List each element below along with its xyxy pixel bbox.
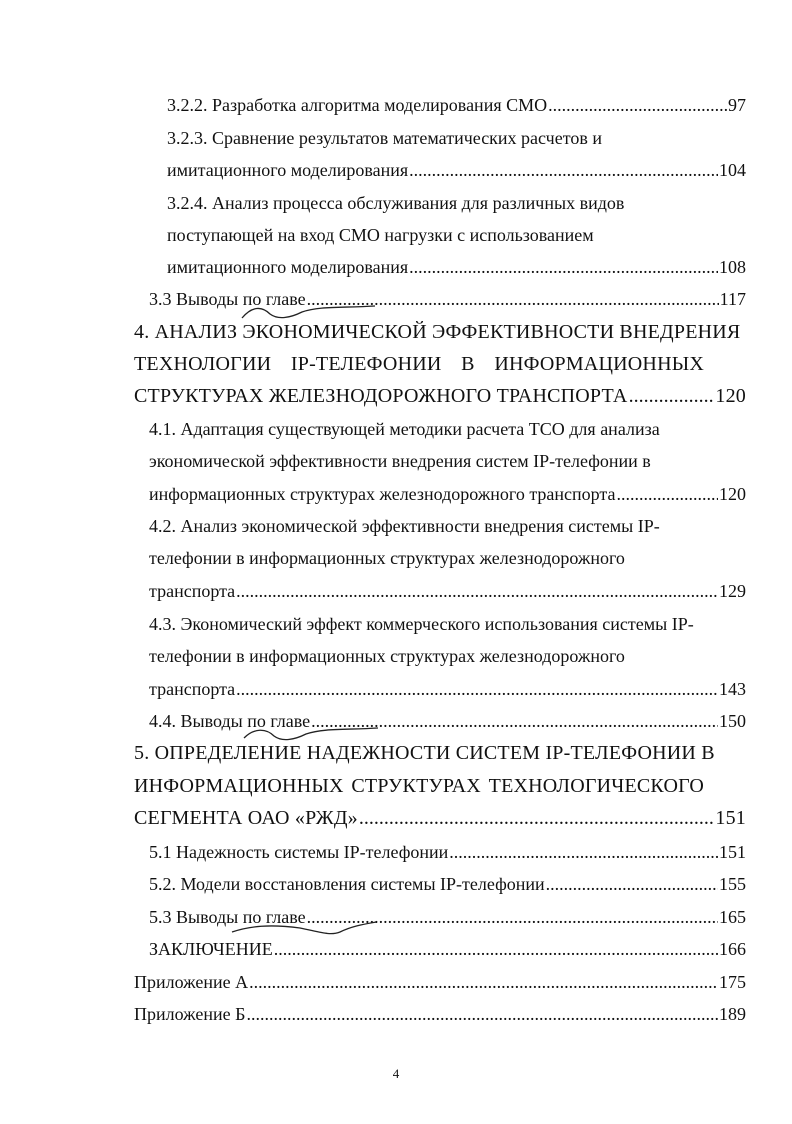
toc-entry-4-2-line-3[interactable]	[149, 580, 746, 602]
toc-entry-appendix-b[interactable]	[134, 1003, 746, 1025]
toc-entry-4-1-line-3[interactable]	[149, 483, 746, 505]
toc-page-number: 166	[719, 939, 746, 959]
toc-page-number: 117	[719, 289, 746, 309]
toc-page-number: 120	[715, 385, 746, 407]
toc-entry-3-2-3-line-1[interactable]	[167, 127, 602, 149]
toc-entry-4-2-line-2[interactable]	[149, 547, 625, 569]
toc-entry-label: имитационного моделирования	[167, 160, 409, 180]
leader-dots	[236, 678, 718, 700]
toc-page-number: 104	[719, 160, 746, 180]
toc-entry-3-2-2[interactable]	[167, 94, 746, 116]
toc-entry-4-3-line-2[interactable]	[149, 645, 625, 667]
toc-page-number: 108	[719, 257, 746, 277]
leader-dots	[548, 94, 727, 116]
toc-page-number: 150	[719, 711, 746, 731]
toc-entry-label: транспорта	[149, 679, 236, 699]
toc-entry-label: 5.1 Надежность системы IP-телефонии	[149, 842, 449, 862]
toc-entry-5-3[interactable]	[149, 906, 746, 928]
leader-dots	[246, 1003, 718, 1025]
leader-dots	[449, 841, 718, 863]
toc-page-number: 175	[719, 972, 746, 992]
leader-dots	[409, 159, 718, 181]
toc-entry-label: 5.3 Выводы по главе	[149, 907, 306, 927]
toc-entry-appendix-a[interactable]	[134, 971, 746, 993]
toc-entry-label: поступающей на вход СМО нагрузки с использованием	[167, 225, 594, 245]
toc-entry-label: транспорта	[149, 581, 236, 601]
toc-entry-label: 3.3 Выводы по главе	[149, 289, 306, 309]
toc-entry-label: экономической эффективности внедрения систем IP-телефонии в	[149, 451, 651, 471]
toc-entry-3-2-3-line-2[interactable]	[167, 159, 746, 181]
toc-page-number: 165	[719, 907, 746, 927]
toc-chapter-5-line-1[interactable]	[134, 742, 715, 764]
toc-entry-3-2-4-line-1[interactable]	[167, 192, 624, 214]
chapter-title: 5. ОПРЕДЕЛЕНИЕ НАДЕЖНОСТИ СИСТЕМ IP-ТЕЛЕФОНИИ В	[134, 742, 715, 764]
toc-entry-label: 4.1. Адаптация существующей методики расчета TCO для анализа	[149, 419, 660, 439]
leader-dots	[546, 873, 718, 895]
chapter-title: СТРУКТУРАХ ЖЕЛЕЗНОДОРОЖНОГО ТРАНСПОРТА	[134, 385, 628, 407]
toc-entry-4-1-line-2[interactable]	[149, 450, 651, 472]
toc-entry-4-1-line-1[interactable]	[149, 418, 660, 440]
toc-page-number: 143	[719, 679, 746, 699]
toc-entry-label: Приложение Б	[134, 1004, 246, 1024]
toc-entry-3-2-4-line-3[interactable]	[167, 256, 746, 278]
toc-page-number: 155	[719, 874, 746, 894]
toc-page-number: 151	[715, 807, 746, 829]
toc-entry-label: 4.3. Экономический эффект коммерческого использования системы IP-	[149, 614, 694, 634]
leader-dots	[307, 288, 719, 310]
toc-page-number: 129	[719, 581, 746, 601]
toc-page-number: 120	[719, 484, 746, 504]
chapter-title: 4. АНАЛИЗ ЭКОНОМИЧЕСКОЙ ЭФФЕКТИВНОСТИ ВНЕДРЕНИЯ	[134, 321, 741, 343]
leader-dots	[249, 971, 718, 993]
page-number: 4	[392, 1066, 400, 1081]
leader-dots	[236, 580, 718, 602]
toc-entry-label: 4.2. Анализ экономической эффективности внедрения системы IP-	[149, 516, 660, 536]
toc-entry-4-3-line-3[interactable]	[149, 678, 746, 700]
toc-entry-4-4[interactable]	[149, 710, 746, 732]
toc-entry-4-3-line-1[interactable]	[149, 613, 694, 635]
leader-dots	[629, 385, 715, 407]
toc-entry-label: имитационного моделирования	[167, 257, 409, 277]
leader-dots	[311, 710, 718, 732]
chapter-title: ТЕХНОЛОГИИ IP-ТЕЛЕФОНИИ В ИНФОРМАЦИОННЫХ	[134, 353, 704, 375]
toc-entry-3-2-4-line-2[interactable]	[167, 224, 594, 246]
toc-chapter-4-line-1[interactable]	[134, 321, 741, 343]
toc-entry-label: 3.2.3. Сравнение результатов математических расчетов и	[167, 128, 602, 148]
toc-page-number: 151	[719, 842, 746, 862]
leader-dots	[409, 256, 718, 278]
toc-entry-label: 3.2.4. Анализ процесса обслуживания для различных видов	[167, 193, 625, 213]
toc-page-number: 189	[719, 1004, 746, 1024]
toc-page-number: 97	[728, 95, 746, 115]
toc-entry-label: 3.2.2. Разработка алгоритма моделирования СМО	[167, 95, 548, 115]
toc-entry-5-1[interactable]	[149, 841, 746, 863]
toc-chapter-5-line-2[interactable]	[134, 775, 704, 797]
toc-entry-label: 4.4. Выводы по главе	[149, 711, 311, 731]
toc-entry-4-2-line-1[interactable]	[149, 515, 660, 537]
toc-entry-5-2[interactable]	[149, 873, 746, 895]
toc-chapter-5-line-3[interactable]	[134, 807, 746, 829]
toc-entry-label: информационных структурах железнодорожного транспорта	[149, 484, 616, 504]
chapter-title: ИНФОРМАЦИОННЫХ СТРУКТУРАХ ТЕХНОЛОГИЧЕСКОГО	[134, 775, 704, 797]
toc-entry-label: телефонии в информационных структурах железнодорожного	[149, 646, 625, 666]
toc-entry-3-3[interactable]	[149, 288, 746, 310]
toc-entry-label: Приложение А	[134, 972, 249, 992]
leader-dots	[274, 938, 718, 960]
leader-dots	[359, 807, 715, 829]
leader-dots	[617, 483, 719, 505]
toc-entry-label: 5.2. Модели восстановления системы IP-телефонии	[149, 874, 545, 894]
toc-entry-conclusion[interactable]	[149, 938, 746, 960]
toc-chapter-4-line-2[interactable]	[134, 353, 704, 375]
leader-dots	[307, 906, 718, 928]
toc-entry-label: телефонии в информационных структурах железнодорожного	[149, 548, 625, 568]
toc-chapter-4-line-3[interactable]	[134, 385, 746, 407]
chapter-title: СЕГМЕНТА ОАО «РЖД»	[134, 807, 358, 829]
toc-entry-label: ЗАКЛЮЧЕНИЕ	[149, 939, 273, 959]
